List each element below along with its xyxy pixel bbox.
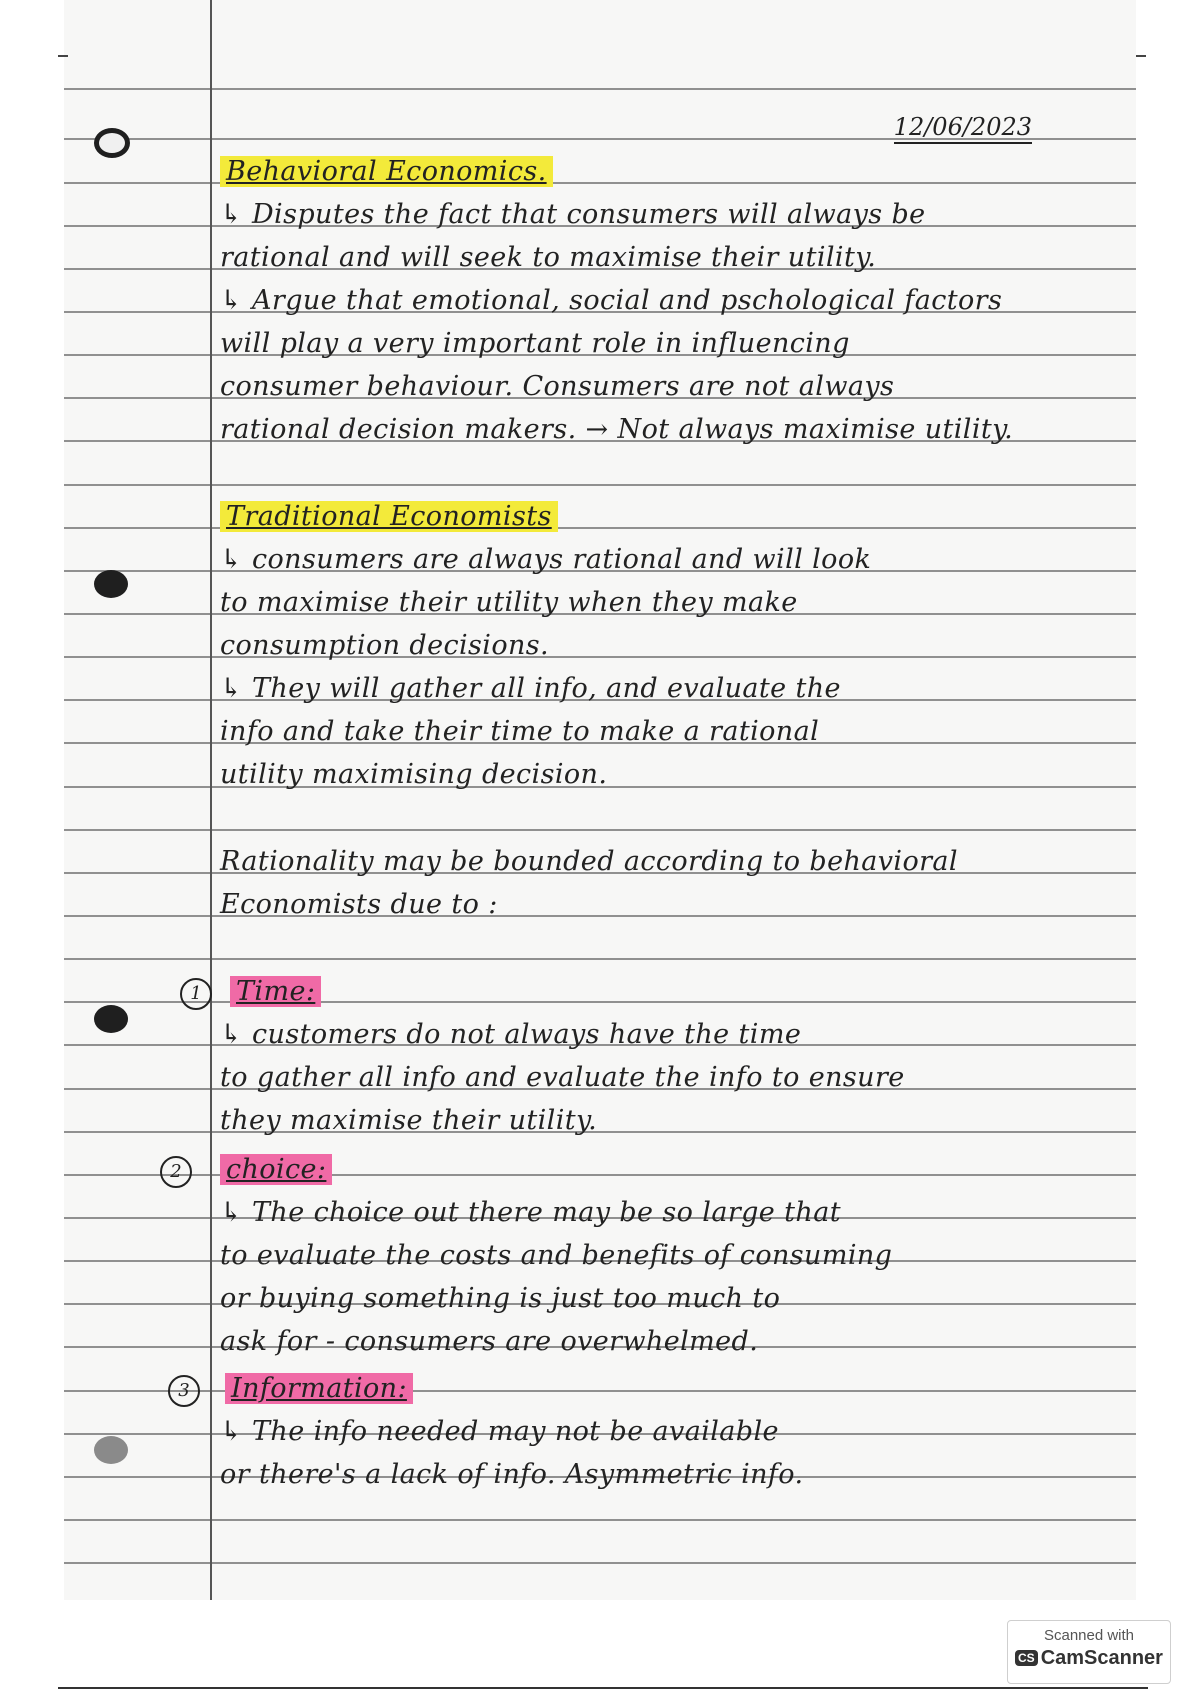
camscanner-logo-icon: CS (1015, 1650, 1038, 1666)
subheading-information (225, 1371, 413, 1407)
ruled-line (64, 1562, 1136, 1564)
item-number-1: 1 (180, 978, 212, 1010)
note-line: or buying something is just too much to (220, 1283, 781, 1314)
punch-hole (94, 128, 130, 158)
watermark-caption: Scanned with (1043, 1627, 1135, 1644)
punch-hole (94, 1005, 128, 1033)
note-line: rational decision makers. → Not always maximise utility. (220, 414, 1014, 445)
subheading-text: Information: (225, 1373, 413, 1404)
note-line: ↳ Disputes the fact that consumers will always be (220, 199, 926, 230)
note-line: consumer behaviour. Consumers are not always (220, 371, 895, 402)
watermark-brand (1008, 1647, 1170, 1670)
ruled-line (64, 1001, 1136, 1003)
subheading-text: choice: (220, 1154, 332, 1185)
page-date: 12/06/2023 (894, 112, 1032, 144)
watermark-brand-text: CamScanner (1040, 1647, 1163, 1669)
item-number-2: 2 (160, 1156, 192, 1188)
item-number-3: 3 (168, 1375, 200, 1407)
note-line: ↳ They will gather all info, and evaluate the (220, 673, 841, 704)
note-line: ask for - consumers are overwhelmed. (220, 1326, 759, 1357)
note-line: ↳ customers do not always have the time (220, 1019, 802, 1050)
note-line: to evaluate the costs and benefits of consuming (220, 1240, 893, 1271)
note-line: ↳ The info needed may not be available (220, 1416, 779, 1447)
subheading-text: Time: (230, 976, 321, 1007)
note-line: Rationality may be bounded according to behavioral (220, 846, 958, 877)
ruled-line (64, 829, 1136, 831)
heading-traditional-economists (220, 499, 558, 535)
note-line: to maximise their utility when they make (220, 587, 798, 618)
note-line: ↳ consumers are always rational and will look (220, 544, 872, 575)
subheading-time (230, 974, 321, 1010)
ruled-line (64, 484, 1136, 486)
camscanner-watermark (1007, 1620, 1171, 1684)
subheading-choice (220, 1152, 332, 1188)
note-line: or there's a lack of info. Asymmetric info. (220, 1459, 804, 1490)
margin-line (210, 0, 212, 1600)
punch-hole (94, 1436, 128, 1464)
note-line: they maximise their utility. (220, 1105, 598, 1136)
ruled-line (64, 958, 1136, 960)
bottom-rule (58, 1687, 1148, 1689)
note-line: ↳ Argue that emotional, social and pschological factors (220, 285, 1003, 316)
heading-text: Traditional Economists (220, 501, 558, 532)
heading-text: Behavioral Economics. (220, 156, 553, 187)
edge-mark-left (58, 55, 68, 57)
heading-behavioral-economics (220, 154, 553, 190)
note-line: utility maximising decision. (220, 759, 608, 790)
note-line: info and take their time to make a rational (220, 716, 820, 747)
punch-hole (94, 570, 128, 598)
ruled-line (64, 1519, 1136, 1521)
note-line: rational and will seek to maximise their utility. (220, 242, 877, 273)
note-line: to gather all info and evaluate the info to ensure (220, 1062, 905, 1093)
note-line: consumption decisions. (220, 630, 550, 661)
note-line: Economists due to : (220, 889, 498, 920)
edge-mark-right (1136, 55, 1146, 57)
note-line: ↳ The choice out there may be so large that (220, 1197, 841, 1228)
note-line: will play a very important role in influencing (220, 328, 850, 359)
ruled-line (64, 88, 1136, 90)
